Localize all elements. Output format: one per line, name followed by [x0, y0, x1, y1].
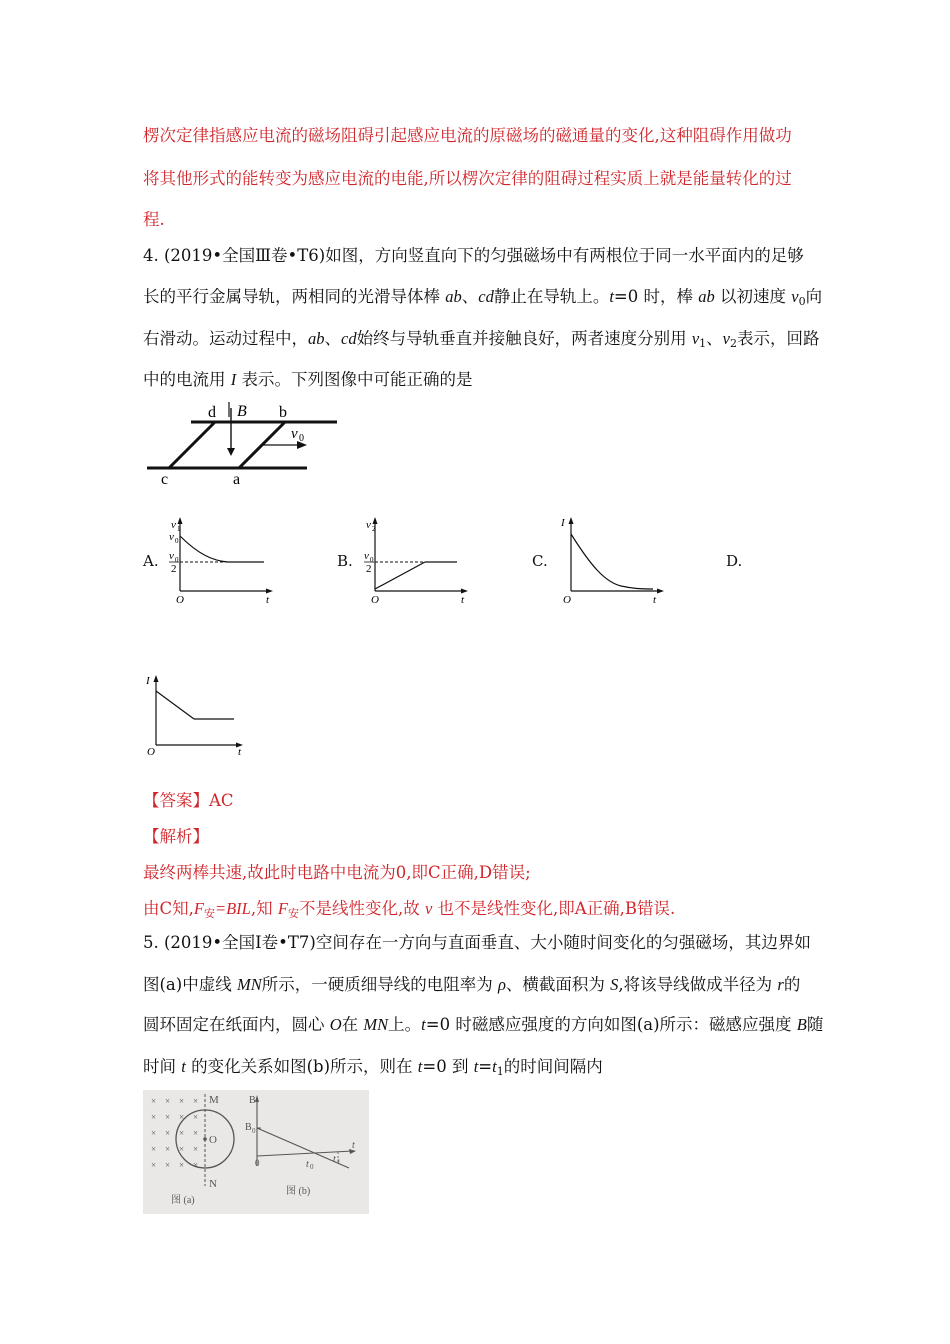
label-v0: v [291, 426, 298, 442]
a-v0: v [169, 531, 174, 543]
field-cross: × [151, 1144, 157, 1154]
q5-line-1: 5. (2019•全国Ⅰ卷•T7)空间存在一方向与直面垂直、大小随时间变化的匀强磁场，其边界如 [143, 933, 811, 952]
label-zero: 0 [255, 1158, 260, 1168]
b-origin: O [371, 594, 379, 606]
field-cross: × [179, 1112, 185, 1122]
label-v0-sub: 0 [299, 433, 304, 444]
label-B0-sub: 0 [252, 1127, 256, 1135]
label-t-axis: t [352, 1140, 355, 1151]
label-t0: t [306, 1159, 309, 1170]
label-B: B [237, 403, 247, 420]
rails-figure [145, 400, 345, 490]
label-O: O [209, 1134, 217, 1146]
c-origin: O [563, 594, 571, 606]
b-half-den: 2 [366, 563, 372, 575]
option-b-label: B. [337, 552, 353, 570]
option-a-label: A. [143, 552, 159, 570]
q4-line-4: 中的电流用 I 表示。下列图像中可能正确的是 [143, 370, 473, 389]
label-B0: B [245, 1122, 252, 1133]
q5-line-2: 图(a)中虚线 MN所示，一硬质细导线的电阻率为 ρ、横截面积为 S,将该导线做成半径为 r的 [143, 975, 801, 994]
q5-figure-photo [143, 1090, 369, 1214]
a-half-num: v [169, 550, 174, 562]
d-y-label: I [146, 675, 150, 687]
explanation-line-3: 程. [143, 210, 165, 229]
q4-line-1: 4. (2019•全国Ⅲ卷•T6)如图，方向竖直向下的匀强磁场中有两根位于同一水平面内的足够 [143, 246, 804, 265]
answer: 【答案】AC [143, 791, 234, 810]
option-b-graph [363, 514, 473, 604]
label-M: M [209, 1094, 219, 1106]
field-cross: × [193, 1160, 199, 1170]
label-t1: t [333, 1154, 336, 1165]
field-cross: × [179, 1096, 185, 1106]
field-cross: × [193, 1112, 199, 1122]
option-d-graph [146, 672, 256, 762]
label-d: d [208, 404, 216, 421]
field-cross: × [193, 1144, 199, 1154]
option-a-graph [168, 514, 278, 604]
b-half-sub: 0 [370, 556, 374, 564]
label-N: N [209, 1178, 217, 1190]
option-d-label: D. [726, 552, 743, 570]
q4-line-2: 长的平行金属导轨，两相同的光滑导体棒 ab、cd静止在导轨上。t=0 时，棒 ab 以初速度 $v_0$向 [143, 287, 823, 308]
field-cross: × [179, 1160, 185, 1170]
label-a: a [233, 471, 241, 488]
caption-a: 图 (a) [171, 1195, 195, 1206]
a-origin: O [176, 594, 184, 606]
c-y-label: I [561, 517, 565, 529]
field-cross: × [151, 1112, 157, 1122]
q4-line-3: 右滑动。运动过程中，ab、cd始终与导轨垂直并接触良好，两者速度分别用 $v_1$、$v_2$表示，回路 [143, 329, 820, 350]
label-B-axis: B [249, 1095, 256, 1106]
b-y-label: v [366, 519, 371, 531]
b-x-label: t [461, 594, 465, 606]
d-origin: O [147, 746, 155, 758]
analysis-heading: 【解析】 [143, 827, 209, 846]
label-b: b [279, 404, 287, 421]
a-half-den: 2 [171, 563, 177, 575]
b-y-sub: 2 [372, 525, 376, 533]
option-c-graph [559, 514, 669, 604]
c-x-label: t [653, 594, 657, 606]
field-cross: × [179, 1144, 185, 1154]
field-cross: × [165, 1128, 171, 1138]
caption-b: 图 (b) [286, 1186, 311, 1197]
b-half-num: v [364, 550, 369, 562]
field-cross: × [165, 1160, 171, 1170]
d-x-label: t [238, 746, 242, 758]
field-crosses [151, 1096, 198, 1170]
explanation-line-1: 楞次定律指感应电流的磁场阻碍引起感应电流的原磁场的磁通量的变化,这种阻碍作用做功 [143, 126, 792, 145]
a-v0-sub: 0 [175, 537, 179, 545]
field-cross: × [151, 1160, 157, 1170]
option-c-label: C. [532, 552, 548, 570]
field-cross: × [165, 1096, 171, 1106]
a-y-sub: 1 [177, 525, 181, 533]
a-half-sub: 0 [175, 556, 179, 564]
field-cross: × [193, 1128, 199, 1138]
field-cross: × [193, 1096, 199, 1106]
field-cross: × [151, 1128, 157, 1138]
q5-figure-drawing [143, 1090, 369, 1214]
q5-line-3: 圆环固定在纸面内，圆心 O在 MN上。t=0 时磁感应强度的方向如图(a)所示：磁感应强度 B随 [143, 1015, 824, 1034]
field-cross: × [179, 1128, 185, 1138]
label-c: c [161, 471, 169, 488]
field-cross: × [165, 1112, 171, 1122]
q5-line-4: 时间 t 的变化关系如图(b)所示，则在 t=0 到 $t=t_1$的时间间隔内 [143, 1057, 603, 1078]
field-cross: × [165, 1144, 171, 1154]
a-x-label: t [266, 594, 270, 606]
analysis-line-2: 由C知$,F_安=BIL$,知 $F_安$不是线性变化,故 v 也不是线性变化,即A正确,B错误. [143, 899, 676, 920]
analysis-line-1: 最终两棒共速,故此时电路中电流为0,即C正确,D错误; [143, 863, 531, 882]
a-y-label: v [171, 519, 176, 531]
field-cross: × [151, 1096, 157, 1106]
explanation-line-2: 将其他形式的能转变为感应电流的电能,所以楞次定律的阻碍过程实质上就是能量转化的过 [143, 169, 792, 188]
label-t1-sub: 1 [337, 1158, 341, 1166]
label-t0-sub: 0 [310, 1163, 314, 1171]
